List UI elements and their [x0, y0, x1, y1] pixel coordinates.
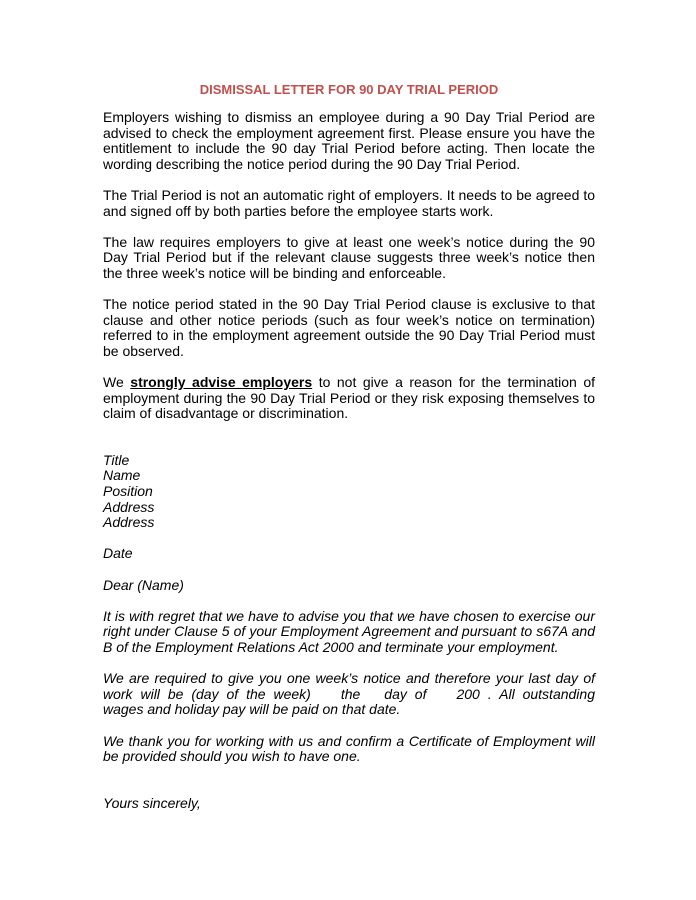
address-name: Name — [103, 467, 141, 484]
address-block — [103, 453, 595, 531]
letter-date: Date — [103, 545, 133, 562]
notice-text-e: . All outstanding wages and holiday pay will be paid on that date. — [103, 685, 595, 718]
address-line-1: Address — [103, 498, 155, 515]
letter-salutation: Dear (Name) — [103, 576, 184, 593]
document-page — [103, 82, 595, 811]
notice-text-a: We are required to give you one week’s notice and therefore your last day of work will be (day of the week) — [103, 670, 595, 702]
notice-text-year: 200 — [456, 685, 480, 702]
letter-template — [103, 453, 595, 811]
guidance-paragraph: The law requires employers to give at least one week’s notice during the 90 Day Trial Period but if the relevant clause suggests three week’s notice then the three week’s notice will be binding and enforceable. — [103, 233, 595, 281]
guidance-paragraph: The notice period stated in the 90 Day Trial Period clause is exclusive to that clause and other notice periods (such as four week’s notice on termination) referred to in the employment agreement outside the 90 Day Trial Period must be observed. — [103, 296, 595, 359]
advise-emphasis: strongly advise employers — [130, 374, 313, 391]
address-title: Title — [103, 451, 130, 468]
letter-paragraph-thanks: We thank you for working with us and confirm a Certificate of Employment will be provided should you wish to have one. — [103, 732, 595, 765]
advise-post: to not give a reason for the termination of employment during the 90 Day Trial Period or they risk exposing themselves to claim of disadvantage or discrimination. — [103, 374, 595, 422]
address-line-2: Address — [103, 514, 155, 531]
notice-text-the: the — [340, 685, 361, 702]
advise-paragraph — [103, 375, 595, 422]
advise-pre: We — [103, 374, 131, 391]
guidance-paragraph: The Trial Period is not an automatic right of employers. It needs to be agreed to and signed off by both parties before the employee starts work. — [103, 186, 595, 219]
notice-text-dayof: day of — [384, 685, 427, 702]
letter-closing: Yours sincerely, — [103, 794, 201, 811]
address-position: Position — [103, 483, 153, 500]
guidance-paragraph: Employers wishing to dismiss an employee during a 90 Day Trial Period are advised to check the employment agreement first. Please ensure you have the entitlement to include the 90 day Trial Period before acting. Then locate the wording describing the notice period during the 90 Day Trial Period. — [103, 109, 595, 172]
document-title: DISMISSAL LETTER FOR 90 DAY TRIAL PERIOD — [199, 82, 499, 97]
letter-paragraph-notice — [103, 671, 595, 718]
letter-paragraph-regret: It is with regret that we have to advise you that we have chosen to exercise our right under Clause 5 of your Employment Agreement and pursuant to s67A and B of the Employment Relations Act 2000 and terminate your employment. — [103, 607, 595, 655]
guidance-section — [103, 110, 595, 422]
